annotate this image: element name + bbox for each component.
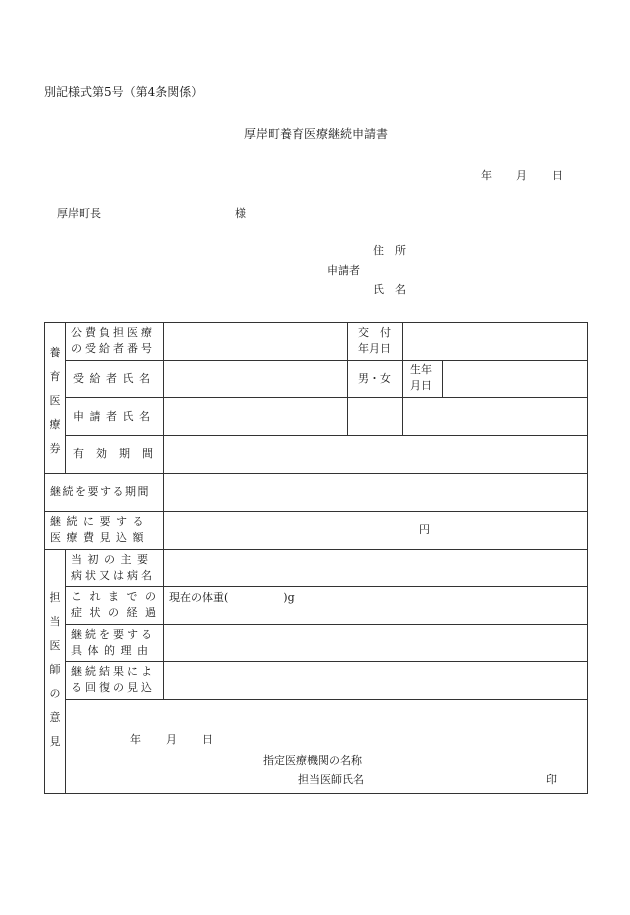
name-label: 氏 名 bbox=[373, 283, 406, 296]
progress-label-line2: 症状の経過 bbox=[71, 606, 164, 619]
recipient-name-field[interactable] bbox=[164, 361, 347, 397]
section-doctor-char: の bbox=[49, 687, 61, 700]
address-label: 住 所 bbox=[373, 244, 406, 257]
applicant-label: 申請者 bbox=[327, 264, 360, 277]
issue-date-label-line2: 年月日 bbox=[358, 342, 391, 355]
honorific: 様 bbox=[235, 207, 246, 220]
issue-date-field[interactable] bbox=[403, 323, 587, 360]
date-day-label: 日 bbox=[552, 169, 563, 182]
sex-selector[interactable]: 男・女 bbox=[358, 372, 391, 385]
birth-date-label-line1: 生年 bbox=[410, 363, 432, 376]
continuation-period-field[interactable] bbox=[164, 474, 587, 511]
initial-condition-field[interactable] bbox=[164, 550, 587, 586]
reason-label-line1: 継続を要する bbox=[71, 628, 155, 641]
addressee: 厚岸町長 bbox=[57, 207, 101, 220]
section-card-char: 育 bbox=[49, 370, 61, 383]
progress-label-line1: これまでの bbox=[71, 590, 164, 603]
section-doctor-char: 医 bbox=[49, 639, 61, 652]
medical-institution-label: 指定医療機関の名称 bbox=[263, 754, 362, 767]
doctor-date-month-label: 月 bbox=[166, 733, 177, 746]
document-title: 厚岸町養育医療継続申請書 bbox=[244, 127, 389, 141]
applicant-name-label: 申請者氏名 bbox=[73, 410, 156, 423]
current-weight-text: 現在の体重( )g bbox=[169, 591, 295, 604]
date-year-label: 年 bbox=[481, 169, 492, 182]
recipient-number-field[interactable] bbox=[164, 323, 347, 360]
section-doctor-char: 当 bbox=[49, 615, 61, 628]
date-month-label: 月 bbox=[516, 169, 527, 182]
form-number: 別記様式第5号（第4条関係） bbox=[44, 85, 204, 99]
birth-date-field[interactable] bbox=[443, 361, 587, 397]
reason-field[interactable] bbox=[164, 625, 587, 661]
doctor-date-year-label: 年 bbox=[130, 733, 141, 746]
valid-period-field[interactable] bbox=[164, 436, 587, 473]
recovery-outlook-label-line1: 継続結果によ bbox=[71, 665, 155, 678]
recipient-number-label-line2: の受給者番号 bbox=[71, 342, 155, 355]
section-doctor-char: 師 bbox=[49, 663, 61, 676]
seal-mark: 印 bbox=[546, 773, 557, 786]
reason-label-line2: 具体的理由 bbox=[71, 644, 154, 657]
estimated-cost-label-line1: 継続に要する bbox=[50, 515, 149, 528]
recipient-number-label-line1: 公費負担医療 bbox=[71, 326, 155, 339]
section-card-char: 券 bbox=[49, 442, 61, 455]
applicant-name-field[interactable] bbox=[164, 398, 347, 435]
progress-field[interactable] bbox=[164, 587, 587, 624]
valid-period-label: 有効期間 bbox=[73, 447, 165, 460]
issue-date-label-line1: 交 付 bbox=[358, 326, 391, 339]
yen-unit: 円 bbox=[419, 523, 430, 536]
doctor-date-day-label: 日 bbox=[202, 733, 213, 746]
recipient-name-label: 受給者氏名 bbox=[73, 372, 156, 385]
recovery-outlook-label-line2: る回復の見込 bbox=[71, 681, 155, 694]
section-doctor-char: 見 bbox=[49, 735, 61, 748]
section-doctor-char: 意 bbox=[49, 711, 61, 724]
doctor-name-label: 担当医師氏名 bbox=[298, 773, 364, 786]
initial-condition-label-line2: 病状又は病名 bbox=[71, 569, 155, 582]
continuation-period-label: 継続を要する期間 bbox=[50, 485, 150, 498]
estimated-cost-field[interactable] bbox=[164, 512, 587, 549]
estimated-cost-label-line2: 医療費見込額 bbox=[50, 531, 149, 544]
recovery-outlook-field[interactable] bbox=[164, 662, 587, 699]
section-card-char: 養 bbox=[49, 346, 61, 359]
birth-date-label-line2: 月日 bbox=[410, 379, 432, 392]
section-card-char: 医 bbox=[49, 394, 61, 407]
initial-condition-label-line1: 当初の主要 bbox=[71, 553, 154, 566]
section-card-char: 療 bbox=[49, 418, 61, 431]
application-form-table bbox=[44, 322, 588, 794]
section-doctor-char: 担 bbox=[49, 591, 61, 604]
